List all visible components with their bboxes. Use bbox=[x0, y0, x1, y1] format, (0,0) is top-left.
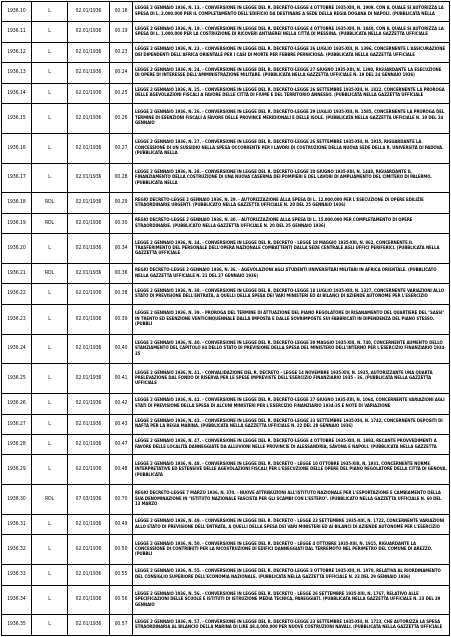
date-cell: 02.01/1936 bbox=[68, 42, 110, 62]
description-cell: LEGGE 2 GENNAIO 1936, N. 27. - CONVERSIONE IN LEGGE DEL R. DECRETO-LEGGE 26 SETTEMBRE 1935-XIII, N. 1915, RIGUARDANTE LA CONCESSIONE DI UN SUSSIDIO NELLA SPESA OCCORRENTE PER I LAVORI DI COSTRUZIONE DELLA NUOVA SEDE DELLA R. UNIVERSITÀ DI PADOVA. (PUBBLICATA NELLA bbox=[133, 133, 450, 163]
table-row bbox=[2, 163, 450, 193]
table-row bbox=[2, 565, 450, 585]
table-row bbox=[2, 364, 450, 394]
type-cell: L bbox=[32, 2, 68, 22]
date-cell: 02.01/1936 bbox=[68, 133, 110, 163]
description-cell: LEGGE 2 GENNAIO 1936, N. 40. - CONVERSIONE IN LEGGE DEL R. DECRETO-LEGGE 30 MAGGIO 1935-XIII, N. 740, CONCERNENTE AUMENTO DELLO STANZIAMENTO DEL CAPITOLO 84 DELLO STATO DI PREVISIONE DELLA SPESA DEL MINISTERO DELL'INTERNO PER L'ESERCIZIO FINANZIARIO 1934-35 bbox=[133, 334, 450, 364]
description-cell: REGIO DECRETO-LEGGE 2 GENNAIO 1936, N. 30. - AUTORIZZAZIONE ALLA SPESA DI L. 15.000.000 PER COMPLETAMENTO DI OPERE STRAORDINARIE. (PUBBLICATO NELLA GAZZETTA UFFICIALE N. 20 DEL 25 GENNAIO 1936) bbox=[133, 213, 450, 233]
year-cell: 1936.31 bbox=[2, 514, 32, 534]
year-cell: 1936.35 bbox=[2, 615, 32, 636]
type-cell: L bbox=[32, 535, 68, 565]
date-cell: 02.01/1936 bbox=[68, 264, 110, 284]
number-cell: 00.38 bbox=[110, 284, 133, 304]
table-row bbox=[2, 264, 450, 284]
number-cell: 00.25 bbox=[110, 83, 133, 103]
number-cell: 00.57 bbox=[110, 615, 133, 636]
description-cell: REGIO DECRETO-LEGGE 2 GENNAIO 1936, N. 36. - AGEVOLAZIONI AGLI STUDENTI UNIVERSITARI MILITARI IN AFRICA ORIENTALE. (PUBBLICATO NELLA GAZZETTA UFFICIALE N. 21 DEL 27 GENNAIO 1936) bbox=[133, 264, 450, 284]
table-row bbox=[2, 394, 450, 414]
type-cell: L bbox=[32, 615, 68, 636]
number-cell: 00.27 bbox=[110, 133, 133, 163]
year-cell: 1936.11 bbox=[2, 22, 32, 42]
table-row bbox=[2, 213, 450, 233]
number-cell: 00.41 bbox=[110, 364, 133, 394]
type-cell: L bbox=[32, 514, 68, 534]
table-row bbox=[2, 535, 450, 565]
date-cell: 02.01/1936 bbox=[68, 104, 110, 134]
number-cell: 00.26 bbox=[110, 104, 133, 134]
year-cell: 1936.30 bbox=[2, 485, 32, 515]
number-cell: 00.24 bbox=[110, 63, 133, 83]
year-cell: 1936.27 bbox=[2, 414, 32, 434]
date-cell: 02.01/1936 bbox=[68, 414, 110, 434]
year-cell: 1936.19 bbox=[2, 213, 32, 233]
number-cell: 00.40 bbox=[110, 334, 133, 364]
table-row bbox=[2, 485, 450, 515]
date-cell: 02.01/1936 bbox=[68, 394, 110, 414]
date-cell: 02.01/1936 bbox=[68, 304, 110, 334]
type-cell: L bbox=[32, 435, 68, 455]
number-cell: 00.28 bbox=[110, 163, 133, 193]
type-cell: L bbox=[32, 83, 68, 103]
year-cell: 1936.25 bbox=[2, 364, 32, 394]
description-cell: REGIO DECRETO-LEGGE 7 MARZO 1936, N. 370. - NUOVE ATTRIBUZIONI ALL'ISTITUTO NAZIONALE PER L'ESPORTAZIONE E CAMBIAMENTO DELLA SUA DENOMINAZIONE IN "ISTITUTO NAZIONALE FASCISTA PER GLI SCAMBI CON L'ESTERO". (PUBBLICATO NELLA GAZZETTA UFFICIALE N. 60 DEL 13 MARZO bbox=[133, 485, 450, 515]
year-cell: 1936.22 bbox=[2, 284, 32, 304]
date-cell: 02.01/1936 bbox=[68, 565, 110, 585]
date-cell: 02.01/1936 bbox=[68, 83, 110, 103]
year-cell: 1936.32 bbox=[2, 535, 32, 565]
description-cell: LEGGE 2 GENNAIO 1936, N. 55. - CONVERSIONE IN LEGGE DEL R. DECRETO-LEGGE 3 OTTOBRE 1935-XIII, N. 1970, RELATIVA AL RIORDINAMENTO DEL CONSIGLIO SUPERIORE DELL'ECONOMIA NAZIONALE. (PUBBLICATA NELLA GAZZETTA UFFICIALE N. 23 DEL 29 GENNAIO 1936) bbox=[133, 565, 450, 585]
year-cell: 1936.34 bbox=[2, 585, 32, 615]
year-cell: 1936.24 bbox=[2, 334, 32, 364]
year-cell: 1936.10 bbox=[2, 2, 32, 22]
description-cell: LEGGE 2 GENNAIO 1936, N. 48. - CONVERSIONE IN LEGGE DEL R. DECRETO - LEGGE 10 OTTOBRE 1935-XIII, N. 1931, CONCERNENTE NORME INTERPRETATIVE ED ESTENSIVE DELLE AGEVOLAZIONI FISCALI PER L'ESECUZIONE DELLE OPERE DEL PIANO REGOLATORE DELLA CITTÀ DI GENOVA. (PUBBLICATA bbox=[133, 455, 450, 485]
description-cell: LEGGE 2 GENNAIO 1936, N. 39. - PROROGA DEL TERMINE DI ATTUAZIONE DEL PIANO REGOLATORE DI RISANAMENTO DEL QUARTIERE DEL "SASSI" IN TRENTO ED ESENZIONE VENTICINQUENNALE DALLA IMPOSTA E DALLE SOVRIMPOSTE SUI FABBRICATI IN DIPENDENZA DEL PIANO STESSO. (PUBBLI bbox=[133, 304, 450, 334]
date-cell: 02.01/1936 bbox=[68, 435, 110, 455]
year-cell: 1936.26 bbox=[2, 394, 32, 414]
year-cell: 1936.16 bbox=[2, 133, 32, 163]
number-cell: 00.55 bbox=[110, 565, 133, 585]
year-cell: 1936.18 bbox=[2, 193, 32, 213]
year-cell: 1936.20 bbox=[2, 234, 32, 264]
date-cell: 02.01/1936 bbox=[68, 213, 110, 233]
records-table bbox=[1, 1, 450, 636]
type-cell: L bbox=[32, 304, 68, 334]
type-cell: L bbox=[32, 234, 68, 264]
year-cell: 1936.17 bbox=[2, 163, 32, 193]
number-cell: 00.47 bbox=[110, 435, 133, 455]
type-cell: L bbox=[32, 63, 68, 83]
table-row bbox=[2, 234, 450, 264]
type-cell: L bbox=[32, 414, 68, 434]
number-cell: 00.56 bbox=[110, 585, 133, 615]
date-cell: 02.01/1936 bbox=[68, 514, 110, 534]
number-cell: 00.30 bbox=[110, 213, 133, 233]
number-cell: 00.42 bbox=[110, 394, 133, 414]
type-cell: L bbox=[32, 42, 68, 62]
table-row bbox=[2, 514, 450, 534]
description-cell: LEGGE 2 GENNAIO 1936, N. 24. - CONVERSIONE IN LEGGE DEL R. DECRETO-LEGGE 27 GIUGNO 1935-XIII, N. 1390, RIGUARDANTE LA ESECUZIONE DI OPERE DI INTERESSE DELL'AMMINISTRAZIONE MILITARE. (PUBBLICATA NELLA GAZZETTA UFFICIALE N. 19 DEL 24 GENNAIO 1936) bbox=[133, 63, 450, 83]
date-cell: 02.01/1936 bbox=[68, 615, 110, 636]
date-cell: 02.01/1936 bbox=[68, 22, 110, 42]
year-cell: 1936.29 bbox=[2, 455, 32, 485]
table-row bbox=[2, 334, 450, 364]
description-cell: LEGGE 2 GENNAIO 1936, N. 50. - CONVERSIONE IN LEGGE DEL R. DECRETO - LEGGE 4 OTTOBRE 1935-XIII, N. 1915, RIGUARDANTE LA CONCESSIONE DI CONTRIBUTI PER LA RICOSTRUZIONE DI EDIFICI DANNEGGIATI DAL TERREMOTO NEL PERIMETRO DEL COMUNE DI AREZZO. (PUBBLI bbox=[133, 535, 450, 565]
type-cell: L bbox=[32, 284, 68, 304]
type-cell: L bbox=[32, 104, 68, 134]
table-row bbox=[2, 42, 450, 62]
number-cell: 00.29 bbox=[110, 193, 133, 213]
type-cell: L bbox=[32, 565, 68, 585]
table-row bbox=[2, 83, 450, 103]
description-cell: LEGGE 2 GENNAIO 1936, N. 25. - CONVERSIONE IN LEGGE DEL R. DECRETO-LEGGE 26 SETTEMBRE 1935-XIII, N. 1822, CONCERNENTE LA PROROGA DELLE AGEVOLAZIONI FISCALI A FAVORE DELLE CITTÀ DI FIUME E DEL TERRITORIO ANNESSO. (PUBBLICATA NELLA GAZZETTA UFFICIALE bbox=[133, 83, 450, 103]
type-cell: L bbox=[32, 364, 68, 394]
description-cell: LEGGE 2 GENNAIO 1936, N. 49. - CONVERSIONE IN LEGGE DEL R. DECRETO - LEGGE 23 SETTEMBRE 1935-XIII, N. 1722, CONCERNENTE VARIAZIONI ALLO STATO DI PREVISIONE DELL'ENTRATA, A QUELLI DELLA SPESA DEI VARI MINISTERI ED AI BILANCI DI AZIENDE AUTONOME PER L'ESERCIZIO bbox=[133, 514, 450, 534]
table-row bbox=[2, 22, 450, 42]
table-row bbox=[2, 104, 450, 134]
description-cell: LEGGE 2 GENNAIO 1936, N. 56. - CONVERSIONE IN LEGGE DEL R. DECRETO - LEGGE 26 SETTEMBRE 1935-XIII, N. 1767, RELATIVO ALLE SPECIFICAZIONI DELLE SCUOLE E ISTITUTI DI ISTRUZIONE MEDIA TECNICA, PAREGGIATI. (PUBBLICATA NELLA GAZZETTA UFFICIALE N. 23 DEL 29 GENNAIO bbox=[133, 585, 450, 615]
type-cell: RDL bbox=[32, 264, 68, 284]
date-cell: 02.01/1936 bbox=[68, 535, 110, 565]
date-cell: 02.01/1936 bbox=[68, 63, 110, 83]
table-row bbox=[2, 63, 450, 83]
type-cell: L bbox=[32, 334, 68, 364]
description-cell: LEGGE 2 GENNAIO 1936, N. 38. - CONVERSIONE IN LEGGE DEL R. DECRETO-LEGGE 18 LUGLIO 1935-XIII, N. 1327, CONCERNENTE VARIAZIONI ALLO STATO DI PREVISIONE DELL'ENTRATA, A QUELLI DELLA SPESA DEI VARI MINISTERI ED AI BILANCI DI AZIENDE AUTONOME PER L'ESERCIZIO bbox=[133, 284, 450, 304]
number-cell: 00.39 bbox=[110, 304, 133, 334]
number-cell: 00.70 bbox=[110, 485, 133, 515]
year-cell: 1936.15 bbox=[2, 104, 32, 134]
number-cell: 00.48 bbox=[110, 455, 133, 485]
date-cell: 02.01/1936 bbox=[68, 2, 110, 22]
number-cell: 00.34 bbox=[110, 234, 133, 264]
description-cell: LEGGE 2 GENNAIO 1936, N. 47. - CONVERSIONE IN LEGGE DEL R. DECRETO-LEGGE 4 OTTOBRE 1935-XIII, N. 1893, RECANTE PROVVEDIMENTI A FAVORE DELLE LOCALITÀ DANNEGGIATE DA ALLUVIONI NELLE PROVINCIE DI ALESSANDRIA, SAVONA E NAPOLI. (PUBBLICATA NELLA GAZZETTA bbox=[133, 435, 450, 455]
description-cell: LEGGE 2 GENNAIO 1936, N. 42. - CONVERSIONE IN LEGGE DEL R. DECRETO-LEGGE 27 GIUGNO 1935-XIII, N. 1064, CONCERNENTE VARIAZIONI AGLI STATI DI PREVISIONE DELLA SPESA DI ALCUNI MINISTERI PER L'ESERCIZIO FINANZIARIO 1934-35 E NOTE DI VARIAZIONE bbox=[133, 394, 450, 414]
description-cell: LEGGE 2 GENNAIO 1936, N. 19. - CONVERSIONE IN LEGGE DEL R. DECRETO-LEGGE 4 OTTOBRE 1935-XIII, N. 1840, CON IL QUALE SI AUTORIZZA LA SPESA DI L. 1.000.000 PER LA COSTRUZIONE DI RICOVERI ANTIAEREI NELLA CITTÀ DI MESSINA. (PUBBLICATA NELLA GAZZETTA UFFICIALE bbox=[133, 22, 450, 42]
type-cell: RDL bbox=[32, 193, 68, 213]
type-cell: L bbox=[32, 22, 68, 42]
table-row bbox=[2, 133, 450, 163]
number-cell: 00.23 bbox=[110, 42, 133, 62]
type-cell: RDL bbox=[32, 213, 68, 233]
date-cell: 02.01/1936 bbox=[68, 193, 110, 213]
table-row bbox=[2, 304, 450, 334]
description-cell: LEGGE 2 GENNAIO 1936, N. 26. - CONVERSIONE IN LEGGE DEL R. DECRETO-LEGGE 29 LUGLIO 1935-XIII, N. 1585, CONCERNENTE LA PROROGA DEL TERMINE DI ESENZIONI FISCALI A FAVORE DELLE PROVINCE MERIDIONALI E DELLE ISOLE. (PUBBLICATA NELLA GAZZETTA UFFICIALE N. 19 DEL 24 GENNAIO bbox=[133, 104, 450, 134]
number-cell: 00.19 bbox=[110, 22, 133, 42]
records-table-body bbox=[2, 2, 450, 636]
date-cell: 02.01/1936 bbox=[68, 284, 110, 304]
type-cell: L bbox=[32, 585, 68, 615]
number-cell: 00.18 bbox=[110, 2, 133, 22]
number-cell: 00.43 bbox=[110, 414, 133, 434]
type-cell: L bbox=[32, 133, 68, 163]
type-cell: L bbox=[32, 394, 68, 414]
table-row bbox=[2, 193, 450, 213]
year-cell: 1936.23 bbox=[2, 304, 32, 334]
table-row bbox=[2, 585, 450, 615]
date-cell: 02.01/1936 bbox=[68, 234, 110, 264]
number-cell: 00.49 bbox=[110, 514, 133, 534]
date-cell: 02.01/1936 bbox=[68, 585, 110, 615]
table-row bbox=[2, 615, 450, 636]
type-cell: RDL bbox=[32, 485, 68, 515]
year-cell: 1936.21 bbox=[2, 264, 32, 284]
date-cell: 02.01/1936 bbox=[68, 455, 110, 485]
year-cell: 1936.13 bbox=[2, 63, 32, 83]
year-cell: 1936.12 bbox=[2, 42, 32, 62]
table-row bbox=[2, 455, 450, 485]
description-cell: LEGGE 2 GENNAIO 1936, N. 41. - CONVALIDAZIONE DEL R. DECRETO - LEGGE 14 NOVEMBRE 1935-XIV, N. 1935, AUTORIZZANTE UNA QUARTA PRELEVAZIONE DAL FONDO DI RISERVA PER LE SPESE IMPREVISTE DELL'ESERCIZIO FINANZIARIO 1935 - 36. (PUBBLICATA NELLA GAZZETTA UFFICIALE bbox=[133, 364, 450, 394]
table-row bbox=[2, 435, 450, 455]
number-cell: 00.50 bbox=[110, 535, 133, 565]
description-cell: LEGGE 2 GENNAIO 1936, N. 28. - CONVERSIONE IN LEGGE DEL R. DECRETO-LEGGE 20 GIUGNO 1935-XIII, N. 1448, RIGUARDANTE IL FINANZIAMENTO DELLA COSTRUZIONE DI UNA NUOVA CASERMA DEI POMPIERI E DEL LAVORI DI AMPLIAMENTO DEL CIMITERO DI PALERMO. (PUBBLICATA NELLA bbox=[133, 163, 450, 193]
number-cell: 00.36 bbox=[110, 264, 133, 284]
description-cell: LEGGE 2 GENNAIO 1936, N. 13. - CONVERSIONE IN LEGGE DEL R. DECRETO-LEGGE 4 OTTOBRE 1935-XIII, N. 1909, CON IL QUALE SI AUTORIZZA LA SPESA DI L. 2.000.000 PER IL COMPLETAMENTO DELL'EDIFICIO DA DESTINARE A SEDE DELLA REGIA DOGANA DI NAPOLI. (PUBBLICATA NELLA bbox=[133, 2, 450, 22]
year-cell: 1936.33 bbox=[2, 565, 32, 585]
date-cell: 07.03/1936 bbox=[68, 485, 110, 515]
description-cell: LEGGE 2 GENNAIO 1936, N. 34. - CONVERSIONE IN LEGGE DEL R. DECRETO - LEGGE 18 MAGGIO 1935-XIII, N. 862, CONCERNENTE IL TRASFERIMENTO DEL PERSONALE DELL'OPERA NAZIONALE COMBATTENTI DALLA SEDE CENTRALE AGLI UFFICI PERIFERICI. (PUBBLICATA NELLA GAZZETTA UFFICIALE bbox=[133, 234, 450, 264]
year-cell: 1936.28 bbox=[2, 435, 32, 455]
description-cell: REGIO DECRETO-LEGGE 2 GENNAIO 1936, N. 29. - AUTORIZZAZIONE ALLA SPESA DI L. 12.000.000 PER L'ESECUZIONE DI OPERE EDILIZIE STRAORDINARIE URGENTI. (PUBBLICATO NELLA GAZZETTA UFFICIALE N. 20 DEL 25 GENNAIO 1936) bbox=[133, 193, 450, 213]
table-row bbox=[2, 414, 450, 434]
description-cell: LEGGE 2 GENNAIO 1936, N. 57. - CONVERSIONE IN LEGGE DEL R. DECRETO-LEGGE 23 SETTEMBRE 1935-XIII, N. 1723, CHE AUTORIZZA LA SPESA STRAORDINARIA AL BILANCIO DELLA MARINA DI LIRE 48.4.000.000 PER NUOVE COSTRUZIONI NAVALI. (PUBBLICATA NELLA GAZZETTA UFFICIALE bbox=[133, 615, 450, 636]
table-row bbox=[2, 284, 450, 304]
year-cell: 1936.14 bbox=[2, 83, 32, 103]
description-cell: LEGGE 2 GENNAIO 1936, N. 43. - CONVERSIONE IN LEGGE DEL R. DECRETO-LEGGE 23 SETTEMBRE 1935-XIII, N. 1742, CONCERNENTE DEPOSITI DI NAFTA PER LA REGIA MARINA. (PUBBLICATA NELLA GAZZETTA UFFICIALE N. 22 DEL 28 GENNAIO 1936) bbox=[133, 414, 450, 434]
description-cell: LEGGE 2 GENNAIO 1936, N. 23. - CONVERSIONE IN LEGGE DEL R. DECRETO-LEGGE 26 LUGLIO 1935-XIII, N. 1396, CONCERNENTE L'ASSICURAZIONE DEI DIPENDENTI DELL'AFRICA ORIENTALE PER I CASI DI MORTE PER FEBBRE PERNICIOSA. (PUBBLICATA NELLA GAZZETTA UFFICIALE bbox=[133, 42, 450, 62]
type-cell: L bbox=[32, 455, 68, 485]
date-cell: 02.01/1936 bbox=[68, 364, 110, 394]
table-row bbox=[2, 2, 450, 22]
date-cell: 02.01/1936 bbox=[68, 334, 110, 364]
date-cell: 02.01/1936 bbox=[68, 163, 110, 193]
type-cell: L bbox=[32, 163, 68, 193]
